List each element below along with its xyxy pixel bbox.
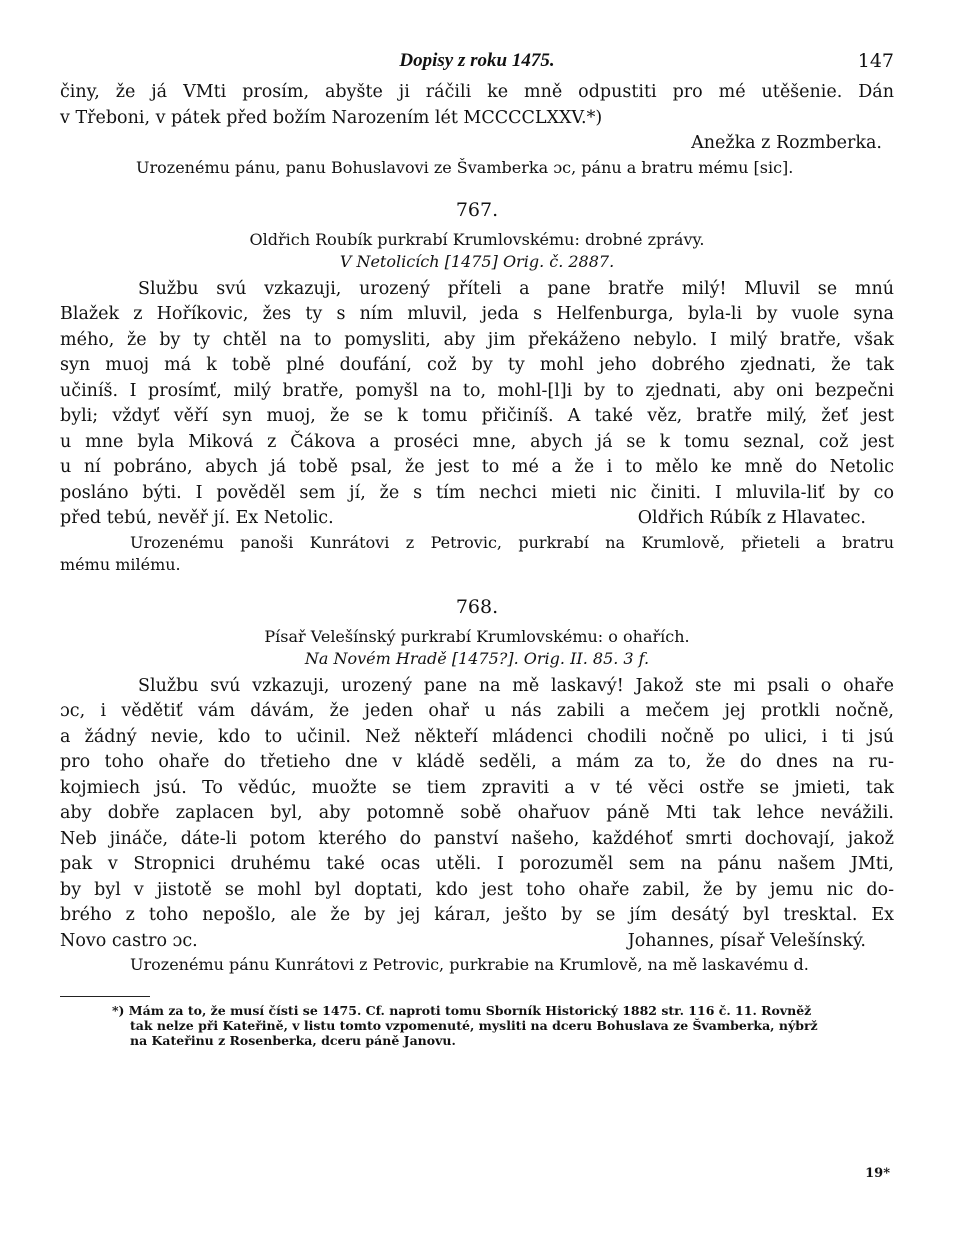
text-line: brého z toho nepošlo, ale že by jej kárал, ješto by se jím desátý byl tresktal. Ex: [60, 905, 894, 925]
page: [60, 50, 894, 1048]
letter-signature: Johannes, písař Velešínský.: [627, 930, 866, 951]
footnote-line: na Kateřinu z Rosenberka, dceru páně Janovu.: [130, 1033, 456, 1048]
text-line: mého, že by ty chtěl na to pomysliti, aby jim překáženo nebylo. I milý bratře, však: [60, 329, 894, 350]
footnote-line: *) Mám za to, že musí čísti se 1475. Cf. naproti tomu Sborník Historický 1882 str. 116 č. 11. Rovněž: [112, 1003, 812, 1018]
text-line: Blažek z Hoříkovic, žes ty s ním mluvil, jeda s Helfenburga, byla-li by vuole syna: [60, 304, 894, 324]
page-number: 147: [857, 50, 894, 72]
text-line: učiníš. I prosímť, milý bratře, pomyšl na to, mohl-[l]i by to zjednati, aby oni bezpečni: [60, 380, 894, 401]
page-header: [60, 50, 894, 80]
text-line: syn muoj má k tobě plné doufání, což by ty mohl jeho dobrého zjednati, že tak: [60, 355, 894, 375]
letter-summary: Písař Velešínský purkrabí Krumlovskému: o ohařích.: [264, 626, 690, 646]
letter-address: Urozenému pánu, panu Bohuslavovi ze Švamberka ɔc, pánu a bratru mému [sic].: [136, 157, 794, 177]
text-line: Službu svú vzkazuji, urozený pane na mě laskavý! Jakož ste mi psali o ohaře: [138, 675, 894, 696]
letter-source: V Netolicích [1475] Orig. č. 2887.: [339, 251, 615, 271]
letter-signature: Anežka z Rozmberka.: [691, 133, 882, 153]
letter-number: 767.: [455, 198, 499, 221]
closing-text: před tebú, nevěř jí. Ex Netolic.: [60, 508, 334, 528]
text-line: [60, 506, 894, 532]
letter-address: Urozenému pánu Kunrátovi z Petrovic, purkrabie na Krumlově, na mě laskavému d.: [130, 955, 809, 974]
footnote: [60, 1003, 894, 1048]
letter-signature: Oldřich Rúbík z Hlavatec.: [637, 508, 866, 528]
text-line: činy, že já VMti prosím, abyšte ji ráčili ke mně odpustiti pro mé utěšenie. Dán: [60, 82, 894, 102]
letter-source: Na Novém Hradě [1475?]. Orig. II. 85. 3 f.: [304, 648, 650, 668]
letter-summary: Oldřich Roubík purkrabí Krumlovskému: drobné zprávy.: [249, 229, 705, 249]
text-line: pro toho ohaře do třetieho dne v kládě seděli, a mám za to, že do dnes na ru-: [60, 752, 894, 772]
text-line: Službu svú vzkazuji, urozený příteli a pane bratře milý! Mluvil se mnú: [138, 278, 894, 299]
text-line: byli; vždyť věří syn muoj, že se k tomu přičiníš. A také věz, bratře milý, žeť jest: [60, 406, 894, 426]
letter-address: mému milému.: [60, 554, 181, 574]
closing-text: Novo castro ɔc.: [60, 930, 198, 951]
running-title: Dopisy z roku 1475.: [399, 50, 555, 71]
text-line: pak v Stropnici druhému také ocas utěli. I porozuměl sem na pánu našem JMti,: [60, 854, 894, 874]
text-line: Neb jináče, dáte-li potom kterého do panství našeho, každéhoť smrti dochovají, jakož: [60, 828, 894, 849]
previous-letter-end: [60, 80, 894, 179]
text-line: a žádný nevie, kdo to učinil. Než někteří mládenci chodili nočně po ulici, i ti jsú: [60, 726, 894, 747]
letter-address: Urozenému panoši Kunrátovi z Petrovic, purkrabí na Krumlově, přieteli a bratru: [130, 532, 894, 552]
footnote-divider: [60, 996, 150, 997]
footnote-line: tak nelze při Kateřině, v listu tomto vzpomenuté, mysliti na dceru Bohuslava ze Švamberka, nýbrž: [130, 1018, 818, 1033]
text-line: kojmiech jsú. To vědúc, muožte se tiem zpraviti a v té věci ostře se jmieti, tak: [60, 777, 894, 798]
text-line: [60, 929, 894, 955]
text-line: u ní pobráno, abych já tobě psal, že jest to mé a že i to mělo ke mně do Netolic: [60, 457, 894, 477]
signature-mark: 19*: [865, 1166, 890, 1181]
text-line: ɔc, i vědětiť vám dávám, že jeden ohař u nás zabili a mečem jej protkli nočně,: [60, 701, 894, 721]
text-line: aby dobře zaplacen byl, aby potomně sobě ohařuov páně Mti tak lehce nevážili.: [60, 803, 894, 823]
text-line: posláno býti. I pověděl sem jí, že s tím nechci mieti nic činiti. I mluvila-liť by co: [60, 482, 894, 503]
letter-number: 768.: [455, 595, 499, 618]
text-line: by byl v jistotě se mohl byl doptati, kdo jest toho ohaře zabil, že by jemu nic do-: [60, 879, 894, 900]
text-line: v Třeboni, v pátek před božím Narozením lét MCCCCLXXV.*): [60, 107, 603, 128]
letter-767: [60, 199, 894, 576]
letter-768: [60, 596, 894, 977]
text-line: u mne byla Miková z Čákova a proséci mne, abych já se k tomu seznal, což jest: [60, 431, 894, 452]
